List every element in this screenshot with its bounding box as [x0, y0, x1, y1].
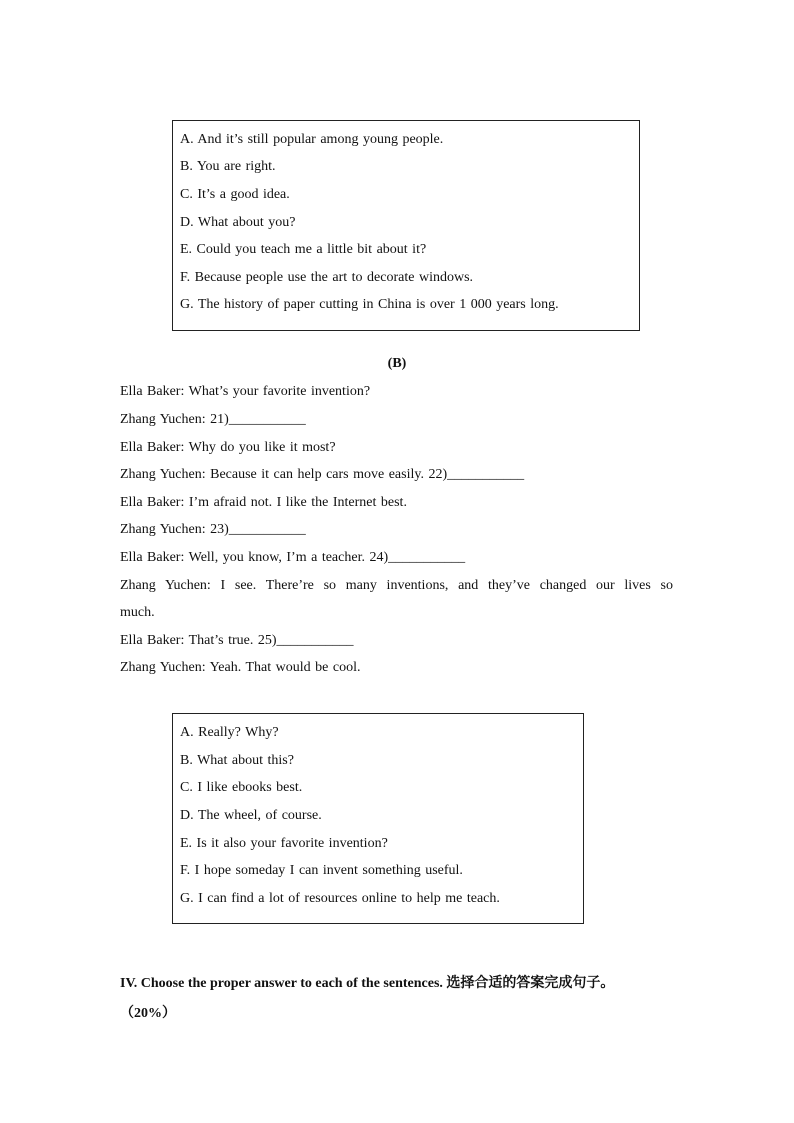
option-e: E. Could you teach me a little bit about it?	[180, 242, 427, 257]
option-f: F. I hope someday I can invent something useful.	[180, 863, 463, 878]
dialogue-line: Zhang Yuchen: Because it can help cars move easily. 22)___________	[120, 467, 525, 482]
dialogue-line: Zhang Yuchen: I see. There’re so many inventions, and they’ve changed our lives so	[120, 578, 673, 593]
section-iv-score: （20%）	[120, 1006, 176, 1021]
dialogue-line: Ella Baker: What’s your favorite invention?	[120, 384, 371, 399]
dialogue-line: Zhang Yuchen: 21)___________	[120, 412, 306, 427]
option-c: C. I like ebooks best.	[180, 780, 303, 795]
dialogue-line: Ella Baker: Well, you know, I’m a teacher. 24)___________	[120, 550, 466, 565]
option-b: B. You are right.	[180, 159, 276, 174]
option-e: E. Is it also your favorite invention?	[180, 836, 388, 851]
option-g: G. The history of paper cutting in China is over 1 000 years long.	[180, 297, 559, 312]
dialogue-line-continued: much.	[120, 605, 155, 620]
option-f: F. Because people use the art to decorate windows.	[180, 270, 474, 285]
options-box-b	[172, 713, 584, 924]
option-a: A. And it’s still popular among young people.	[180, 132, 444, 147]
dialogue-line: Zhang Yuchen: 23)___________	[120, 522, 306, 537]
option-c: C. It’s a good idea.	[180, 187, 290, 202]
options-box-a	[172, 120, 640, 331]
option-a: A. Really? Why?	[180, 725, 279, 740]
dialogue-line: Ella Baker: I’m afraid not. I like the Internet best.	[120, 495, 407, 510]
option-d: D. What about you?	[180, 215, 296, 230]
dialogue-line: Ella Baker: That’s true. 25)___________	[120, 633, 354, 648]
option-b: B. What about this?	[180, 753, 294, 768]
dialogue-line: Ella Baker: Why do you like it most?	[120, 440, 336, 455]
section-b-title: (B)	[387, 356, 407, 371]
dialogue-line: Zhang Yuchen: Yeah. That would be cool.	[120, 660, 361, 675]
option-d: D. The wheel, of course.	[180, 808, 322, 823]
section-iv-heading: IV. Choose the proper answer to each of the sentences. 选择合适的答案完成句子。	[120, 976, 615, 991]
option-g: G. I can find a lot of resources online to help me teach.	[180, 891, 500, 906]
